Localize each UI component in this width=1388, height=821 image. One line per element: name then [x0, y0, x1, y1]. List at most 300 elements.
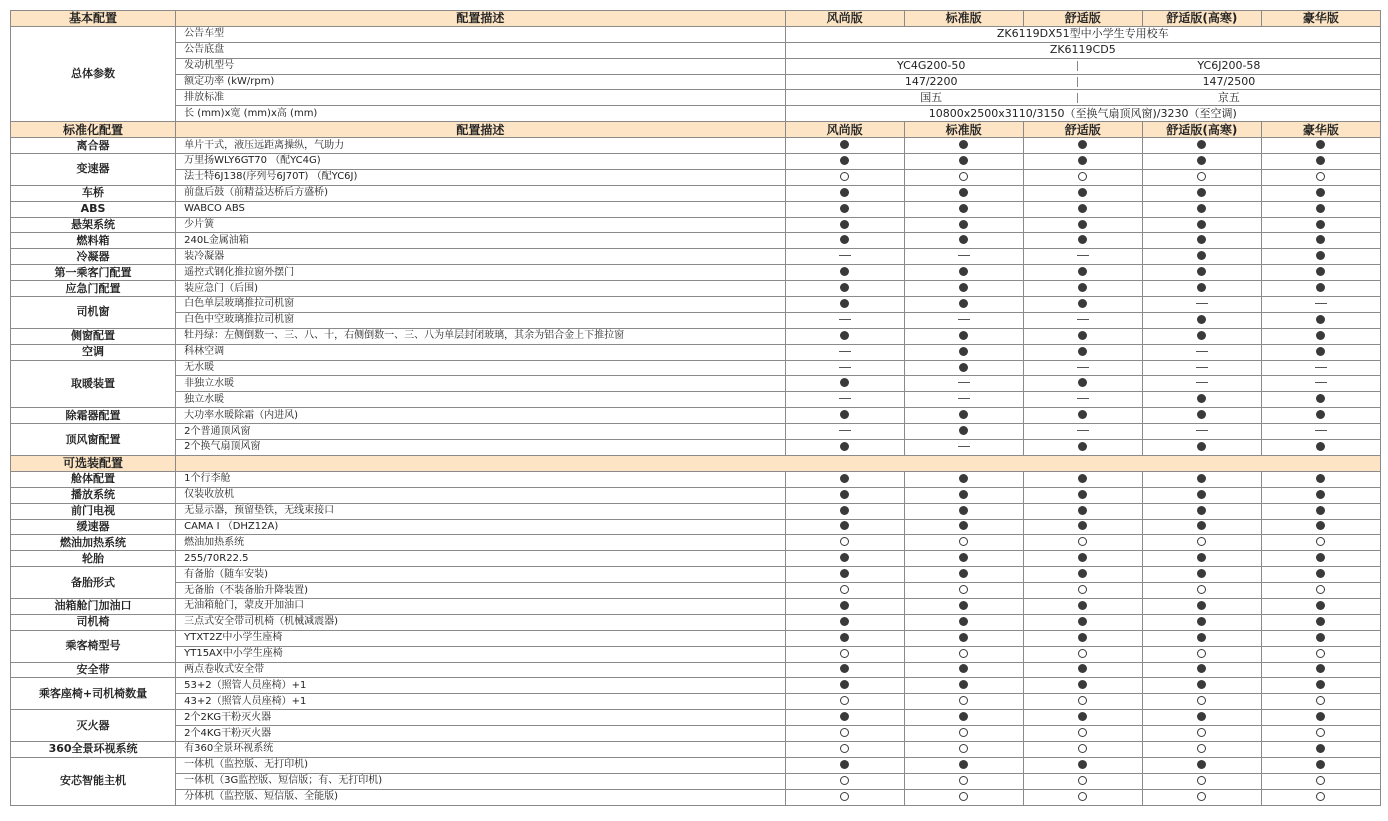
filled-circle-icon	[1197, 204, 1206, 213]
description-cell: 三点式安全带司机椅（机械减震器)	[176, 614, 785, 630]
dash-icon	[1077, 367, 1089, 368]
filled-circle-icon	[1078, 506, 1087, 515]
option-cell	[1023, 360, 1142, 376]
dash-icon	[958, 255, 970, 256]
option-cell	[1261, 169, 1380, 185]
hollow-circle-icon	[1078, 744, 1087, 753]
option-cell	[785, 440, 904, 456]
description-cell: 2个2KG干粉灭火器	[176, 710, 785, 726]
config-sheet	[10, 10, 1381, 806]
option-row	[11, 169, 1381, 185]
option-cell	[1142, 344, 1261, 360]
option-cell	[1261, 598, 1380, 614]
option-cell	[1023, 312, 1142, 328]
filled-circle-icon	[840, 220, 849, 229]
hollow-circle-icon	[1197, 744, 1206, 753]
filled-circle-icon	[959, 506, 968, 515]
option-cell	[1023, 726, 1142, 742]
option-cell	[904, 344, 1023, 360]
hollow-circle-icon	[1316, 792, 1325, 801]
value-right: 京五	[1217, 90, 1240, 104]
filled-circle-icon	[840, 553, 849, 562]
option-row	[11, 265, 1381, 281]
option-cell	[1142, 312, 1261, 328]
option-row	[11, 503, 1381, 519]
filled-circle-icon	[840, 474, 849, 483]
option-cell	[904, 440, 1023, 456]
option-cell	[785, 281, 904, 297]
option-cell	[1023, 424, 1142, 440]
filled-circle-icon	[959, 569, 968, 578]
basic-row	[11, 26, 1381, 42]
filled-circle-icon	[1316, 506, 1325, 515]
description-cell: 非独立水暖	[176, 376, 785, 392]
description-cell: 燃油加热系统	[176, 535, 785, 551]
option-cell	[1261, 312, 1380, 328]
option-cell	[785, 773, 904, 789]
filled-circle-icon	[840, 331, 849, 340]
hollow-circle-icon	[840, 792, 849, 801]
option-row	[11, 424, 1381, 440]
category-cell: 总体参数	[11, 26, 176, 121]
filled-circle-icon	[1078, 267, 1087, 276]
option-cell	[1023, 535, 1142, 551]
option-cell	[785, 503, 904, 519]
hollow-circle-icon	[1078, 649, 1087, 658]
option-cell	[904, 424, 1023, 440]
option-cell	[1023, 281, 1142, 297]
option-cell	[1142, 154, 1261, 170]
option-cell	[1261, 376, 1380, 392]
filled-circle-icon	[840, 569, 849, 578]
dash-icon	[1315, 303, 1327, 304]
option-cell	[785, 614, 904, 630]
filled-circle-icon	[840, 267, 849, 276]
option-cell	[1261, 344, 1380, 360]
option-cell	[1023, 598, 1142, 614]
hollow-circle-icon	[1197, 696, 1206, 705]
filled-circle-icon	[1316, 251, 1325, 260]
option-cell	[1261, 662, 1380, 678]
hollow-circle-icon	[959, 744, 968, 753]
option-cell	[1142, 265, 1261, 281]
filled-circle-icon	[1316, 315, 1325, 324]
category-cell: 备胎形式	[11, 567, 176, 599]
description-cell: 43+2（照管人员座椅）+1	[176, 694, 785, 710]
hollow-circle-icon	[840, 696, 849, 705]
option-cell	[1142, 487, 1261, 503]
option-cell	[785, 169, 904, 185]
option-cell	[1023, 185, 1142, 201]
hollow-circle-icon	[840, 649, 849, 658]
description-cell: YT15AX中小学生座椅	[176, 646, 785, 662]
option-cell	[1261, 233, 1380, 249]
filled-circle-icon	[1316, 633, 1325, 642]
option-cell	[785, 376, 904, 392]
category-cell: 播放系统	[11, 487, 176, 503]
option-cell	[1261, 646, 1380, 662]
option-cell	[904, 328, 1023, 344]
description-cell: 仅装收放机	[176, 487, 785, 503]
dash-icon	[1077, 398, 1089, 399]
description-cell: 装应急门（后围)	[176, 281, 785, 297]
option-cell	[1023, 154, 1142, 170]
basic-row	[11, 90, 1381, 106]
option-cell	[785, 154, 904, 170]
basic-row	[11, 42, 1381, 58]
category-cell: 变速器	[11, 154, 176, 186]
filled-circle-icon	[1197, 235, 1206, 244]
filled-circle-icon	[840, 235, 849, 244]
option-cell	[1142, 726, 1261, 742]
filled-circle-icon	[1078, 601, 1087, 610]
option-cell	[1261, 789, 1380, 805]
filled-circle-icon	[1197, 394, 1206, 403]
filled-circle-icon	[1316, 331, 1325, 340]
hollow-circle-icon	[959, 585, 968, 594]
description-cell: 一体机（3G监控版、短信版；有、无打印机)	[176, 773, 785, 789]
option-cell	[1142, 138, 1261, 154]
option-cell	[785, 297, 904, 313]
split-values	[786, 59, 1380, 74]
option-cell	[904, 789, 1023, 805]
hollow-circle-icon	[1316, 537, 1325, 546]
option-cell	[785, 662, 904, 678]
filled-circle-icon	[1197, 490, 1206, 499]
option-cell	[1023, 249, 1142, 265]
option-cell	[1261, 757, 1380, 773]
description-cell: YTXT2Z中小学生座椅	[176, 630, 785, 646]
filled-circle-icon	[1197, 506, 1206, 515]
option-cell	[904, 535, 1023, 551]
filled-circle-icon	[1197, 601, 1206, 610]
option-cell	[1261, 503, 1380, 519]
filled-circle-icon	[959, 490, 968, 499]
description-cell: 法士特6J138(序列号6J70T) （配YC6J)	[176, 169, 785, 185]
hollow-circle-icon	[1197, 792, 1206, 801]
option-cell	[1142, 614, 1261, 630]
option-cell	[785, 328, 904, 344]
filled-circle-icon	[1316, 521, 1325, 530]
filled-circle-icon	[959, 474, 968, 483]
version-column-header: 舒适版	[1023, 11, 1142, 27]
filled-circle-icon	[1078, 188, 1087, 197]
option-cell	[1023, 583, 1142, 599]
option-cell	[904, 376, 1023, 392]
option-cell	[1142, 519, 1261, 535]
filled-circle-icon	[1078, 331, 1087, 340]
version-column-header: 风尚版	[785, 122, 904, 138]
category-cell: 冷凝器	[11, 249, 176, 265]
option-cell	[785, 185, 904, 201]
filled-circle-icon	[1197, 553, 1206, 562]
filled-circle-icon	[1197, 760, 1206, 769]
option-cell	[785, 201, 904, 217]
option-row	[11, 408, 1381, 424]
category-cell: 空调	[11, 344, 176, 360]
value-right: 147/2500	[1202, 75, 1256, 88]
option-cell	[785, 678, 904, 694]
option-cell	[1023, 328, 1142, 344]
value-left: 147/2200	[904, 75, 958, 88]
category-cell: 侧窗配置	[11, 328, 176, 344]
filled-circle-icon	[1197, 331, 1206, 340]
option-cell	[904, 598, 1023, 614]
filled-circle-icon	[1078, 490, 1087, 499]
option-cell	[785, 789, 904, 805]
option-cell	[1261, 297, 1380, 313]
version-column-header: 舒适版	[1023, 122, 1142, 138]
filled-circle-icon	[1197, 521, 1206, 530]
dash-icon	[1077, 430, 1089, 431]
filled-circle-icon	[1316, 156, 1325, 165]
option-row	[11, 154, 1381, 170]
filled-circle-icon	[1078, 617, 1087, 626]
filled-circle-icon	[959, 633, 968, 642]
filled-circle-icon	[1197, 633, 1206, 642]
option-cell	[1261, 535, 1380, 551]
filled-circle-icon	[1078, 140, 1087, 149]
filled-circle-icon	[959, 553, 968, 562]
filled-circle-icon	[1316, 140, 1325, 149]
option-row	[11, 312, 1381, 328]
option-cell	[1261, 487, 1380, 503]
category-cell: 乘客椅型号	[11, 630, 176, 662]
basic-row	[11, 58, 1381, 74]
spec-value-cell	[785, 58, 1380, 74]
option-cell	[1261, 773, 1380, 789]
option-cell	[904, 154, 1023, 170]
option-cell	[1261, 281, 1380, 297]
option-cell	[904, 630, 1023, 646]
option-cell	[1261, 551, 1380, 567]
section-title: 基本配置	[11, 11, 176, 27]
filled-circle-icon	[1316, 712, 1325, 721]
hollow-circle-icon	[840, 585, 849, 594]
option-row	[11, 519, 1381, 535]
dash-icon	[839, 430, 851, 431]
description-cell: 独立水暖	[176, 392, 785, 408]
option-cell	[1023, 662, 1142, 678]
option-cell	[785, 312, 904, 328]
filled-circle-icon	[1197, 617, 1206, 626]
filled-circle-icon	[959, 410, 968, 419]
spec-value-cell: 10800x2500x3110/3150（至换气扇顶风窗)/3230（至空调)	[785, 106, 1380, 122]
option-cell	[1142, 471, 1261, 487]
hollow-circle-icon	[1078, 776, 1087, 785]
option-cell	[785, 408, 904, 424]
filled-circle-icon	[1316, 188, 1325, 197]
option-cell	[904, 614, 1023, 630]
spec-value-cell: ZK6119CD5	[785, 42, 1380, 58]
description-cell: 少片簧	[176, 217, 785, 233]
filled-circle-icon	[840, 521, 849, 530]
section-title: 标准化配置	[11, 122, 176, 138]
option-cell	[904, 646, 1023, 662]
dash-icon	[839, 367, 851, 368]
option-cell	[1023, 440, 1142, 456]
filled-circle-icon	[1316, 744, 1325, 753]
filled-circle-icon	[1078, 378, 1087, 387]
description-cell: 万里扬WLY6GT70 （配YC4G)	[176, 154, 785, 170]
filled-circle-icon	[959, 283, 968, 292]
hollow-circle-icon	[1316, 649, 1325, 658]
option-cell	[1261, 360, 1380, 376]
filled-circle-icon	[959, 664, 968, 673]
filled-circle-icon	[1197, 664, 1206, 673]
hollow-circle-icon	[1316, 696, 1325, 705]
option-cell	[904, 185, 1023, 201]
hollow-circle-icon	[840, 776, 849, 785]
option-cell	[785, 567, 904, 583]
option-cell	[904, 487, 1023, 503]
option-cell	[904, 408, 1023, 424]
option-cell	[1142, 773, 1261, 789]
option-cell	[1142, 646, 1261, 662]
filled-circle-icon	[840, 140, 849, 149]
description-cell: 255/70R22.5	[176, 551, 785, 567]
option-row	[11, 694, 1381, 710]
filled-circle-icon	[1316, 442, 1325, 451]
option-cell	[904, 583, 1023, 599]
category-cell: 灭火器	[11, 710, 176, 742]
version-column-header: 豪华版	[1261, 122, 1380, 138]
hollow-circle-icon	[840, 728, 849, 737]
option-cell	[785, 233, 904, 249]
value-left: YC4G200-50	[897, 59, 966, 73]
option-cell	[1261, 201, 1380, 217]
option-cell	[1023, 519, 1142, 535]
option-cell	[1023, 757, 1142, 773]
filled-circle-icon	[959, 617, 968, 626]
option-row	[11, 471, 1381, 487]
description-cell: 白色中空玻璃推拉司机窗	[176, 312, 785, 328]
option-cell	[1261, 185, 1380, 201]
option-cell	[1023, 233, 1142, 249]
filled-circle-icon	[1316, 204, 1325, 213]
filled-circle-icon	[959, 220, 968, 229]
filled-circle-icon	[1078, 664, 1087, 673]
option-cell	[1023, 201, 1142, 217]
filled-circle-icon	[1078, 347, 1087, 356]
filled-circle-icon	[1316, 267, 1325, 276]
option-cell	[1023, 265, 1142, 281]
filled-circle-icon	[1078, 156, 1087, 165]
desc-column-header: 配置描述	[176, 11, 785, 27]
filled-circle-icon	[959, 760, 968, 769]
hollow-circle-icon	[1078, 728, 1087, 737]
desc-column-header: 配置描述	[176, 122, 785, 138]
dash-icon	[1077, 255, 1089, 256]
dash-icon	[1077, 319, 1089, 320]
option-cell	[1261, 249, 1380, 265]
option-cell	[785, 535, 904, 551]
dash-icon	[1196, 430, 1208, 431]
category-cell: 安芯智能主机	[11, 757, 176, 805]
description-cell: 发动机型号	[176, 58, 785, 74]
filled-circle-icon	[959, 601, 968, 610]
section-header-row	[11, 455, 1381, 471]
option-row	[11, 360, 1381, 376]
filled-circle-icon	[1197, 267, 1206, 276]
description-cell: CAMA I （DHZ12A)	[176, 519, 785, 535]
option-row	[11, 281, 1381, 297]
category-cell: 燃料箱	[11, 233, 176, 249]
description-cell: 公告底盘	[176, 42, 785, 58]
description-cell: 排放标准	[176, 90, 785, 106]
description-cell: 装冷凝器	[176, 249, 785, 265]
dash-icon	[839, 398, 851, 399]
category-cell: 司机窗	[11, 297, 176, 329]
filled-circle-icon	[1078, 235, 1087, 244]
hollow-circle-icon	[1078, 792, 1087, 801]
option-row	[11, 789, 1381, 805]
option-cell	[1142, 678, 1261, 694]
option-row	[11, 662, 1381, 678]
option-row	[11, 328, 1381, 344]
option-cell	[785, 598, 904, 614]
option-cell	[1261, 424, 1380, 440]
filled-circle-icon	[1078, 712, 1087, 721]
option-cell	[1142, 328, 1261, 344]
category-cell: 悬架系统	[11, 217, 176, 233]
option-cell	[1023, 567, 1142, 583]
option-cell	[904, 694, 1023, 710]
dash-icon	[958, 398, 970, 399]
option-cell	[1142, 757, 1261, 773]
hollow-circle-icon	[959, 696, 968, 705]
filled-circle-icon	[1197, 680, 1206, 689]
option-cell	[785, 551, 904, 567]
option-cell	[904, 726, 1023, 742]
option-cell	[904, 201, 1023, 217]
option-cell	[1261, 694, 1380, 710]
option-cell	[1261, 440, 1380, 456]
option-cell	[1142, 583, 1261, 599]
option-row	[11, 583, 1381, 599]
value-right: YC6J200-58	[1197, 59, 1261, 73]
description-cell: 无油箱舱门，蒙皮开加油口	[176, 598, 785, 614]
option-row	[11, 217, 1381, 233]
option-cell	[1142, 503, 1261, 519]
option-cell	[785, 630, 904, 646]
filled-circle-icon	[840, 617, 849, 626]
hollow-circle-icon	[840, 744, 849, 753]
filled-circle-icon	[1078, 521, 1087, 530]
filled-circle-icon	[1316, 474, 1325, 483]
filled-circle-icon	[1316, 617, 1325, 626]
description-cell: 前盘后鼓（前精益达桥后方盛桥)	[176, 185, 785, 201]
hollow-circle-icon	[1316, 585, 1325, 594]
option-cell	[1142, 598, 1261, 614]
option-cell	[785, 583, 904, 599]
option-cell	[1023, 741, 1142, 757]
option-cell	[904, 519, 1023, 535]
dash-icon	[958, 446, 970, 447]
hollow-circle-icon	[1316, 172, 1325, 181]
option-cell	[1142, 694, 1261, 710]
option-cell	[1023, 344, 1142, 360]
filled-circle-icon	[1078, 220, 1087, 229]
dash-icon	[839, 351, 851, 352]
hollow-circle-icon	[959, 172, 968, 181]
option-cell	[904, 471, 1023, 487]
description-cell: 240L金属油箱	[176, 233, 785, 249]
option-cell	[1261, 154, 1380, 170]
dash-icon	[958, 382, 970, 383]
option-cell	[904, 281, 1023, 297]
description-cell: 公告车型	[176, 26, 785, 42]
